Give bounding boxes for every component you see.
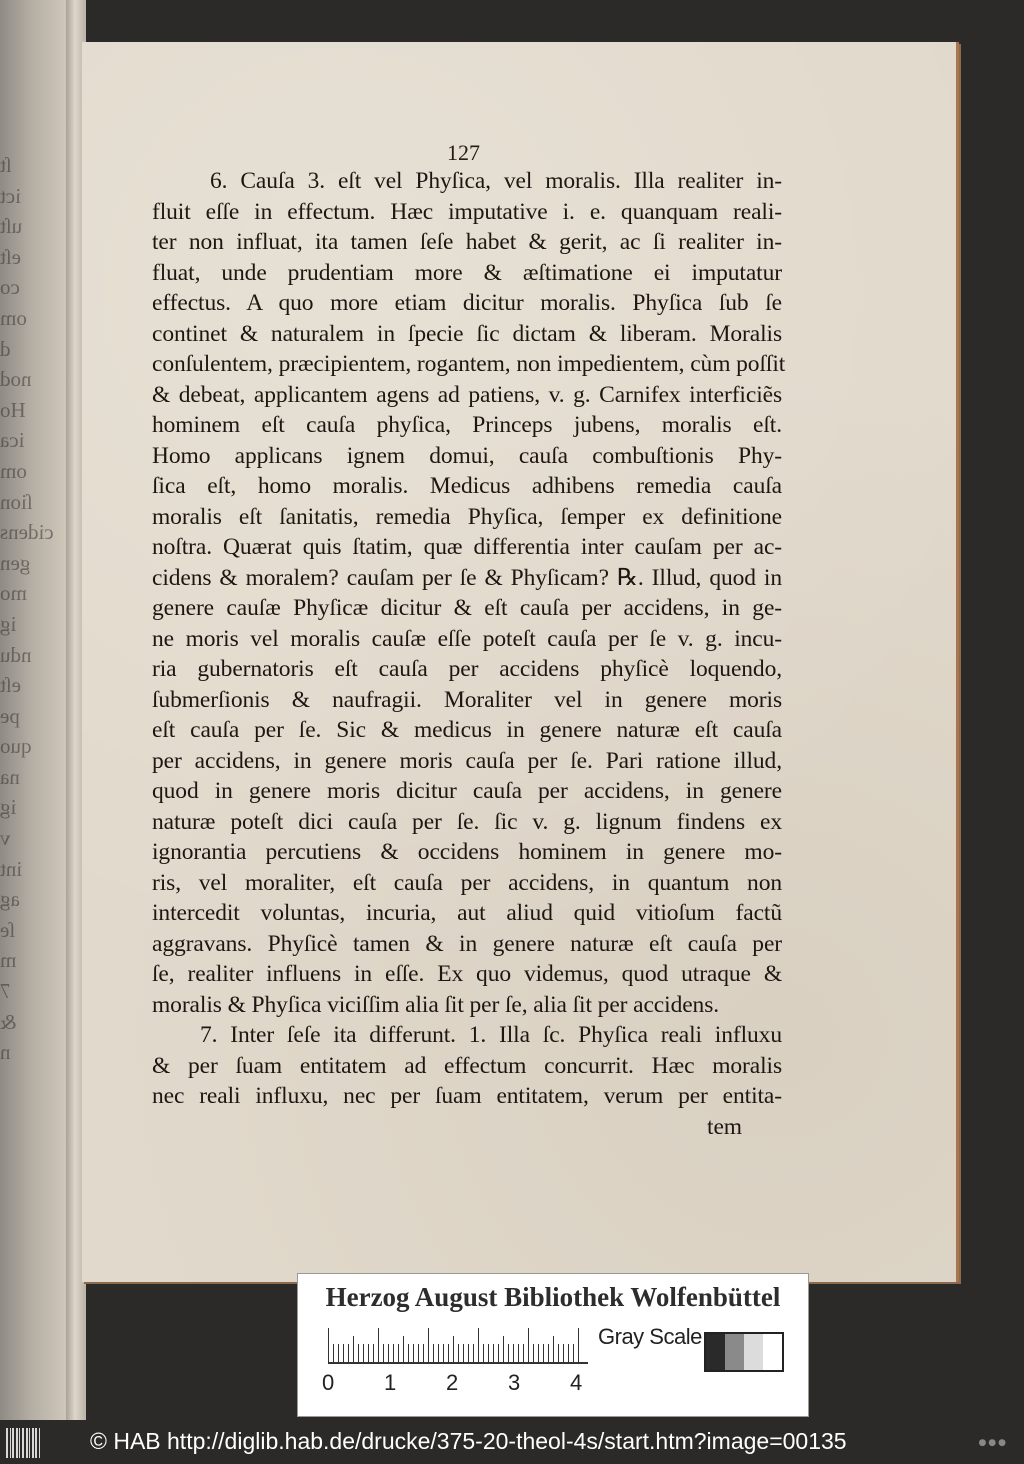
scale-number: 4 <box>570 1370 583 1395</box>
facing-page-bleed-text <box>0 150 70 1065</box>
text-line: ſica eſt, homo moralis. Medicus adhibens remedia cauſa <box>152 473 782 499</box>
text-line: hominem eſt cauſa phyſica, Princeps jubens, moralis eſt. <box>152 412 782 438</box>
ruler-tick <box>453 1336 454 1362</box>
scale-number: 0 <box>322 1370 335 1395</box>
ruler-tick <box>433 1344 434 1362</box>
facing-page-fragment: ſt <box>0 153 12 177</box>
ruler-tick <box>473 1344 474 1362</box>
facing-page-fragment: gen <box>0 550 31 575</box>
text-line: moralis & Phyſica viciſſim alia ſit per ſe, alia ſit per accidens. <box>152 991 720 1018</box>
text-line: nec reali influxu, nec per ſuam entitatem, verum per entita- <box>152 1083 782 1109</box>
facing-page-fragment: int <box>0 856 23 881</box>
text-line: 7. Inter ſeſe ita differunt. 1. Illa ſc. Phyſica reali influxu <box>200 1022 782 1048</box>
ruler-tick <box>348 1344 349 1362</box>
facing-page-fragment: ig <box>0 611 17 636</box>
facing-page-fragment: m <box>0 948 17 973</box>
ruler-tick <box>498 1344 499 1362</box>
facing-page-fragment: pe <box>0 703 20 728</box>
ruler-tick <box>478 1328 479 1362</box>
barcode-bar <box>19 1428 20 1458</box>
ruler-tick <box>393 1344 394 1362</box>
text-line: continet & naturalem in ſpecie ſic dictam & liberam. Moralis <box>152 320 782 347</box>
scale-number: 2 <box>446 1370 459 1395</box>
ruler-tick <box>528 1328 529 1362</box>
barcode-bar <box>22 1428 24 1458</box>
page-text <box>152 166 786 1142</box>
swatch-cell <box>706 1334 725 1370</box>
ruler-tick <box>573 1344 574 1362</box>
barcode-bar <box>35 1428 37 1458</box>
ruler-tick <box>353 1336 354 1362</box>
facing-page-fragment: ndu <box>0 642 32 667</box>
ruler-tick <box>468 1344 469 1362</box>
ruler-tick <box>448 1344 449 1362</box>
library-name: Herzog August Bibliothek Wolfenbüttel <box>325 1282 781 1312</box>
facing-page-fragment: ſion <box>0 489 33 514</box>
text-line: intercedit voluntas, incuria, aut aliud quid vitioſum factũ <box>152 900 782 926</box>
ruler-tick <box>363 1344 364 1362</box>
copyright-url[interactable]: © HAB http://diglib.hab.de/drucke/375-20-theol-4s/start.htm?image=00135 <box>90 1428 847 1454</box>
facing-page-fragment: v <box>0 826 11 851</box>
ruler-tick <box>413 1344 414 1362</box>
ruler-tick <box>428 1328 429 1362</box>
barcode-bar <box>12 1428 14 1458</box>
ruler-tick <box>398 1344 399 1362</box>
text-line: eſt cauſa per ſe. Sic & medicus in genere naturæ eſt cauſa <box>152 717 782 743</box>
text-line: Homo applicans ignem domui, cauſa combuſtionis Phy- <box>152 442 782 469</box>
ruler-tick <box>338 1344 339 1362</box>
text-line: genere cauſæ Phyſicæ dicitur & eſt cauſa per accidens, in ge- <box>152 595 782 621</box>
text-line: quod in genere moris dicitur cauſa per accidens, in genere <box>152 778 782 804</box>
ruler-tick <box>423 1344 424 1362</box>
text-line: ignorantia percutiens & occidens hominem in genere mo- <box>152 839 782 865</box>
text-line: ſe, realiter influens in eſſe. Ex quo videmus, quod utraque & <box>152 961 782 987</box>
facing-page-fragment: nod <box>0 367 32 392</box>
ruler-tick <box>503 1336 504 1362</box>
viewer-footer <box>0 1420 1024 1464</box>
ruler-tick <box>548 1344 549 1362</box>
text-line: naturæ poteſt dici cauſa per ſe. ſic v. g. lignum findens ex <box>152 808 782 835</box>
facing-page-fragment: om <box>0 305 27 330</box>
dots-icon[interactable]: ●●● <box>978 1438 1008 1448</box>
swatch-cell <box>725 1334 744 1370</box>
scale-number: 3 <box>508 1370 521 1395</box>
ruler-tick <box>523 1344 524 1362</box>
ruler-tick <box>518 1344 519 1362</box>
text-line: per accidens, in genere moris cauſa per ſe. Pari ratione illud, <box>152 747 782 774</box>
barcode-bar <box>26 1428 28 1458</box>
ruler-tick <box>513 1344 514 1362</box>
barcode-bar <box>6 1428 8 1458</box>
page-number: 127 <box>447 140 480 165</box>
facing-page-fragment: ig <box>0 795 17 820</box>
text-line: effectus. A quo more etiam dicitur moralis. Phyſica ſub ſe <box>152 290 782 316</box>
facing-page-fragment: mo <box>0 581 27 606</box>
book-page <box>82 42 959 1282</box>
text-line: fluat, unde prudentiam more & æſtimatione ei imputatur <box>152 259 782 286</box>
text-line: ne moris vel moralis cauſæ eſſe poteſt cauſa per ſe v. g. incu- <box>152 625 782 652</box>
text-line: tem <box>707 1113 742 1140</box>
gray-scale-label: Gray Scale <box>598 1324 702 1349</box>
text-line: & debeat, applicantem agens ad patiens, v. g. Carnifex interficiẽs <box>152 381 782 408</box>
ruler-tick <box>343 1344 344 1362</box>
ruler-tick <box>508 1344 509 1362</box>
facing-page-fragment: n <box>0 1040 11 1065</box>
text-line: 6. Cauſa 3. eſt vel Phyſica, vel moralis. Illa realiter in- <box>210 168 782 194</box>
facing-page-fragment: 7 <box>0 979 11 1004</box>
ruler-tick <box>578 1328 579 1362</box>
ruler-tick <box>543 1344 544 1362</box>
facing-page-fragment: ica <box>0 428 25 453</box>
ruler-tick <box>328 1328 329 1362</box>
text-line: ris, vel moraliter, eſt cauſa per accidens, in quantum non <box>152 869 782 896</box>
ruler-tick <box>488 1344 489 1362</box>
facing-page-fragment: om <box>0 458 27 483</box>
ruler-tick <box>418 1344 419 1362</box>
facing-page-fragment: uſt <box>0 214 23 239</box>
ruler-tick <box>378 1328 379 1362</box>
text-line: ſubmerſionis & naufragii. Moraliter vel in genere moris <box>152 686 782 713</box>
barcode-bar <box>29 1428 30 1458</box>
ruler-tick <box>368 1344 369 1362</box>
ruler-tick <box>408 1344 409 1362</box>
facing-page-fragment: Ho <box>0 397 26 422</box>
facing-page-fragment: ſe <box>0 917 16 942</box>
ruler-tick <box>533 1344 534 1362</box>
ruler-tick <box>373 1344 374 1362</box>
barcode-bar <box>16 1428 18 1458</box>
barcode-bar <box>32 1428 34 1458</box>
ruler-tick <box>563 1344 564 1362</box>
gray-scale-swatch <box>704 1332 784 1372</box>
ruler-tick <box>443 1344 444 1362</box>
ruler-tick <box>458 1344 459 1362</box>
ruler-tick <box>568 1344 569 1362</box>
ruler-tick <box>333 1344 334 1362</box>
facing-page-fragment: na <box>0 764 20 789</box>
ruler-tick <box>493 1344 494 1362</box>
text-line: & per ſuam entitatem ad effectum concurrit. Hæc moralis <box>152 1052 782 1079</box>
text-line: cidens & moralem? cauſam per ſe & Phyſicam? ℞. Illud, quod in <box>152 564 782 591</box>
facing-page-fragment: & <box>0 1009 17 1034</box>
ruler-tick <box>483 1344 484 1362</box>
ruler-tick <box>403 1336 404 1362</box>
facing-page-fragment: eſt <box>0 673 21 698</box>
ruler-tick <box>463 1344 464 1362</box>
library-color-card <box>297 1273 809 1417</box>
facing-page-fragment: ict <box>0 183 21 208</box>
swatch-cell <box>744 1334 763 1370</box>
ruler-tick <box>388 1344 389 1362</box>
barcode-icon <box>6 1428 46 1458</box>
text-line: aggravans. Phyſicè tamen & in genere naturæ eſt cauſa per <box>152 930 782 957</box>
text-line: moralis eſt ſanitatis, remedia Phyſica, ſemper ex definitione <box>152 503 782 530</box>
scale-number: 1 <box>384 1370 397 1395</box>
facing-page-fragment: co <box>0 275 20 300</box>
text-line: noſtra. Quærat quis ſtatim, quæ differentia inter cauſam per ac- <box>152 534 782 560</box>
text-line: ria gubernatoris eſt cauſa per accidens phyſicè loquendo, <box>152 656 782 682</box>
barcode-bar <box>10 1428 11 1458</box>
facing-page-fragment: d <box>0 336 11 361</box>
swatch-cell <box>763 1334 782 1370</box>
text-line: fluit eſſe in effectum. Hæc imputative i. e. quanquam reali- <box>152 198 782 225</box>
ruler-tick <box>383 1344 384 1362</box>
scale-ruler <box>328 1326 588 1364</box>
ruler-tick <box>553 1336 554 1362</box>
ruler-tick <box>558 1344 559 1362</box>
facing-page-fragment: eſt <box>0 244 21 269</box>
facing-page-fragment: cidens <box>0 520 54 545</box>
facing-page-fragment: quo <box>0 734 32 759</box>
text-line: ter non influat, ita tamen ſeſe habet & gerit, ac ſi realiter in- <box>152 229 782 255</box>
text-line: conſulentem, præcipientem, rogantem, non impedientem, cùm poſſit <box>152 351 786 377</box>
barcode-bar <box>39 1428 40 1458</box>
ruler-tick <box>438 1344 439 1362</box>
ruler-tick <box>538 1344 539 1362</box>
facing-page-fragment: ag <box>0 887 20 912</box>
ruler-tick <box>358 1344 359 1362</box>
